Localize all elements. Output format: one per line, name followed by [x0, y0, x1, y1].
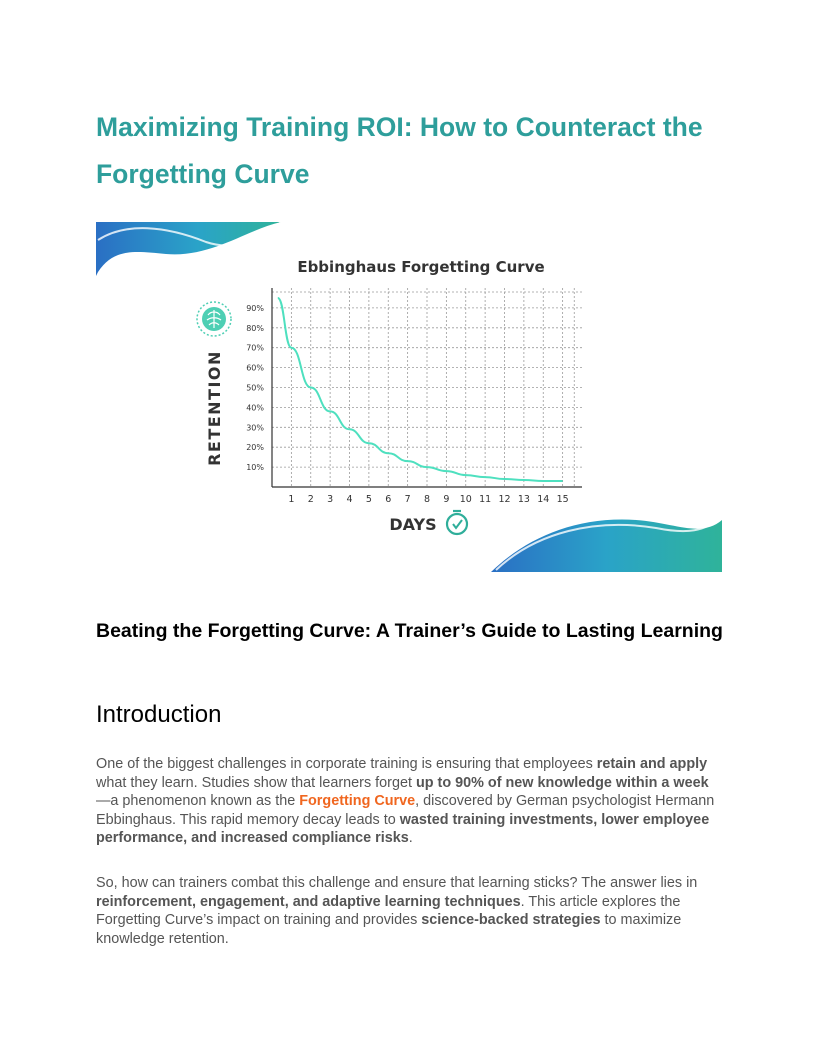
x-tick-label: 3 [327, 494, 334, 505]
brain-icon [197, 302, 231, 336]
intro-paragraph-2 [96, 874, 722, 948]
p2-bold-techniques: reinforcement, engagement, and adaptive learning techniques [96, 893, 521, 910]
forgetting-curve-highlight: Forgetting Curve [299, 793, 416, 810]
x-tick-label: 11 [479, 494, 492, 505]
x-tick-label: 13 [517, 494, 530, 505]
y-tick-label: 10% [246, 463, 264, 473]
p1-text-1: One of the biggest challenges in corporate training is ensuring that employees [96, 756, 597, 772]
chart-title: Ebbinghaus Forgetting Curve [297, 258, 545, 276]
p1-text-4: , discovered by German psychologist Hermann Ebbinghaus. This rapid memory decay leads to [96, 793, 715, 828]
x-tick-label: 5 [365, 494, 372, 505]
retention-curve-line [278, 298, 563, 481]
intro-paragraph-1 [96, 755, 722, 848]
x-tick-label: 6 [385, 494, 392, 505]
y-tick-label: 20% [246, 443, 264, 453]
y-tick-label: 80% [246, 323, 264, 333]
x-tick-label: 14 [537, 494, 550, 505]
p1-bold-retain: retain and apply [596, 756, 708, 772]
x-tick-label: 15 [556, 494, 569, 505]
x-tick-label: 9 [443, 494, 450, 505]
y-tick-label: 90% [246, 303, 264, 313]
forgetting-curve-chart [96, 220, 722, 572]
p1-text-2: what they learn. Studies show that learners forget [96, 774, 416, 791]
clock-icon [447, 511, 467, 534]
x-tick-label: 4 [346, 494, 353, 505]
p2-bold-strategies: science-backed strategies [421, 912, 601, 929]
p2-text-1: So, how can trainers combat this challenge and ensure that learning sticks? The answer lies in [96, 875, 698, 891]
p1-bold-ninety-percent: up to 90% of new knowledge within a week [415, 774, 709, 791]
p1-bold-consequences: wasted training investments, lower employee performance, and increased compliance risks [96, 811, 710, 847]
p1-text-5: . [408, 830, 413, 847]
x-tick-label: 2 [307, 494, 314, 505]
y-tick-label: 50% [246, 383, 264, 393]
p2-text-3: to maximize knowledge retention. [96, 912, 682, 947]
section-heading: Beating the Forgetting Curve: A Trainer’s Guide to Lasting Learning [96, 620, 723, 642]
x-tick-label: 8 [423, 494, 431, 505]
y-axis-label: RETENTION [205, 350, 224, 466]
y-tick-label: 60% [246, 363, 264, 373]
x-tick-label: 10 [459, 494, 472, 505]
p1-text-3: —a phenomenon known as the [96, 793, 300, 810]
p2-text-2: . This article explores the Forgetting Curve’s impact on training and provides [96, 893, 681, 929]
page-title: Maximizing Training ROI: How to Counteract the Forgetting Curve [96, 112, 703, 189]
x-axis-label: DAYS [389, 515, 437, 534]
bottom-right-wave-decoration [491, 520, 722, 572]
introduction-heading: Introduction [96, 701, 222, 728]
y-tick-label: 70% [246, 343, 264, 353]
forgetting-curve-figure [96, 220, 722, 572]
y-tick-label: 40% [246, 403, 264, 413]
x-tick-label: 1 [288, 494, 295, 505]
x-tick-label: 7 [404, 494, 411, 505]
chart-grid [272, 288, 582, 487]
x-tick-label: 12 [498, 494, 511, 505]
y-tick-label: 30% [246, 423, 264, 433]
